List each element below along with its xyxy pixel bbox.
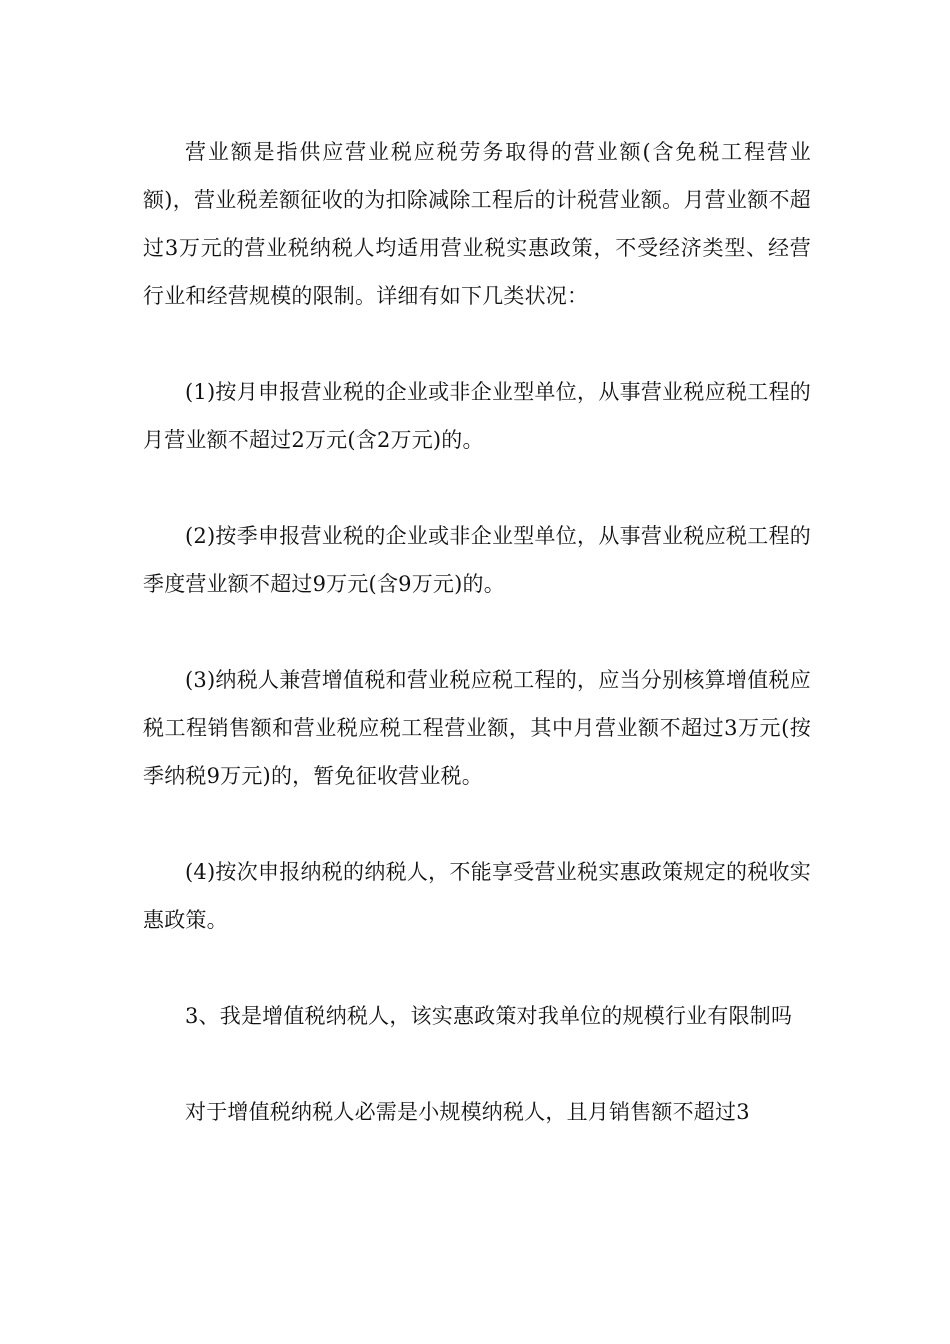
paragraph-spacer [143,1040,811,1088]
paragraph-spacer [143,320,811,368]
paragraph-item-2: (2)按季申报营业税的企业或非企业型单位，从事营业税应税工程的季度营业额不超过9万元(含9万元)的。 [143,524,811,596]
paragraph-item-3: (3)纳税人兼营增值税和营业税应税工程的，应当分别核算增值税应税工程销售额和营业税应税工程营业额，其中月营业额不超过3万元(按季纳税9万元)的，暂免征收营业税。 [143,668,811,788]
paragraph-spacer [143,944,811,992]
answer-paragraph: 对于增值税纳税人必需是小规模纳税人，且月销售额不超过3 [185,1100,750,1124]
paragraph-spacer [143,608,811,656]
paragraph-spacer [143,800,811,848]
paragraph-turnover-definition: 营业额是指供应营业税应税劳务取得的营业额(含免税工程营业额)，营业税差额征收的为扣除减除工程后的计税营业额。月营业额不超过3万元的营业税纳税人均适用营业税实惠政策，不受经济类型、经营行业和经营规模的限制。详细有如下几类状况： [143,140,811,308]
document-body [143,128,811,1136]
paragraph-item-1: (1)按月申报营业税的企业或非企业型单位，从事营业税应税工程的月营业额不超过2万元(含2万元)的。 [143,380,811,452]
question-heading-3: 3、我是增值税纳税人，该实惠政策对我单位的规模行业有限制吗 [185,1004,793,1028]
paragraph-item-4: (4)按次申报纳税的纳税人，不能享受营业税实惠政策规定的税收实惠政策。 [143,860,811,932]
paragraph-spacer [143,464,811,512]
